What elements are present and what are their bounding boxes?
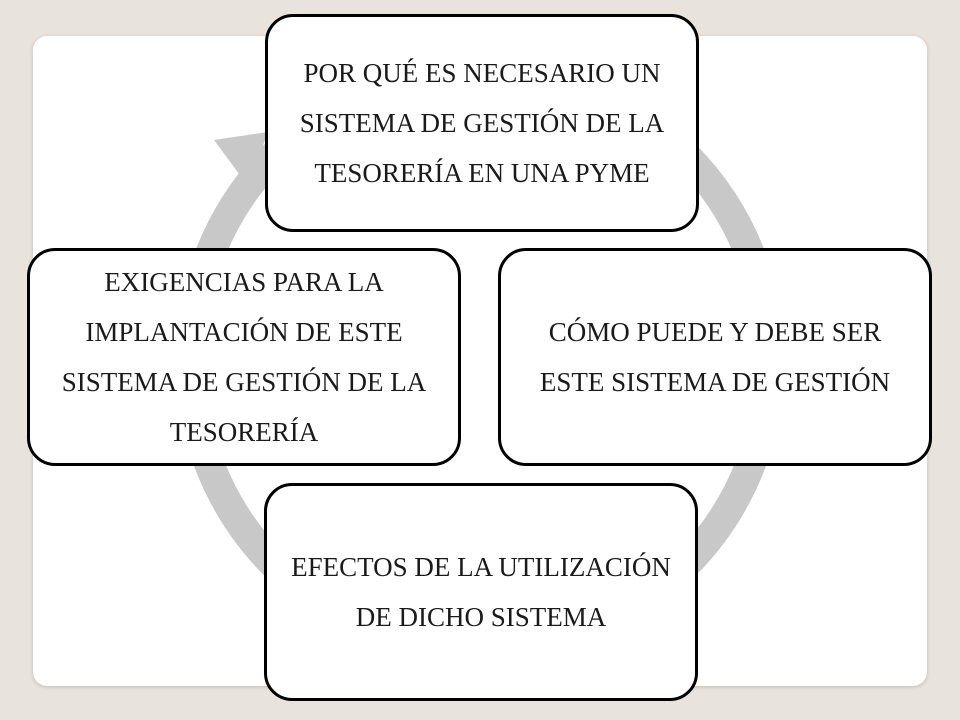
cycle-node-why-label: POR QUÉ ES NECESARIO UN SISTEMA DE GESTIÓN DE LA TESORERÍA EN UNA PYME [299, 58, 665, 188]
cycle-node-how [498, 248, 932, 466]
cycle-node-how-label: CÓMO PUEDE Y DEBE SER ESTE SISTEMA DE GESTIÓN [539, 317, 891, 397]
cycle-node-requirements [27, 248, 461, 466]
cycle-node-requirements-label: EXIGENCIAS PARA LA IMPLANTACIÓN DE ESTE SISTEMA DE GESTIÓN DE LA TESORERÍA [61, 267, 427, 447]
cycle-node-why [265, 14, 699, 232]
cycle-node-effects-label: EFECTOS DE LA UTILIZACIÓN DE DICHO SISTEMA [291, 552, 671, 632]
cycle-node-effects [264, 483, 698, 701]
